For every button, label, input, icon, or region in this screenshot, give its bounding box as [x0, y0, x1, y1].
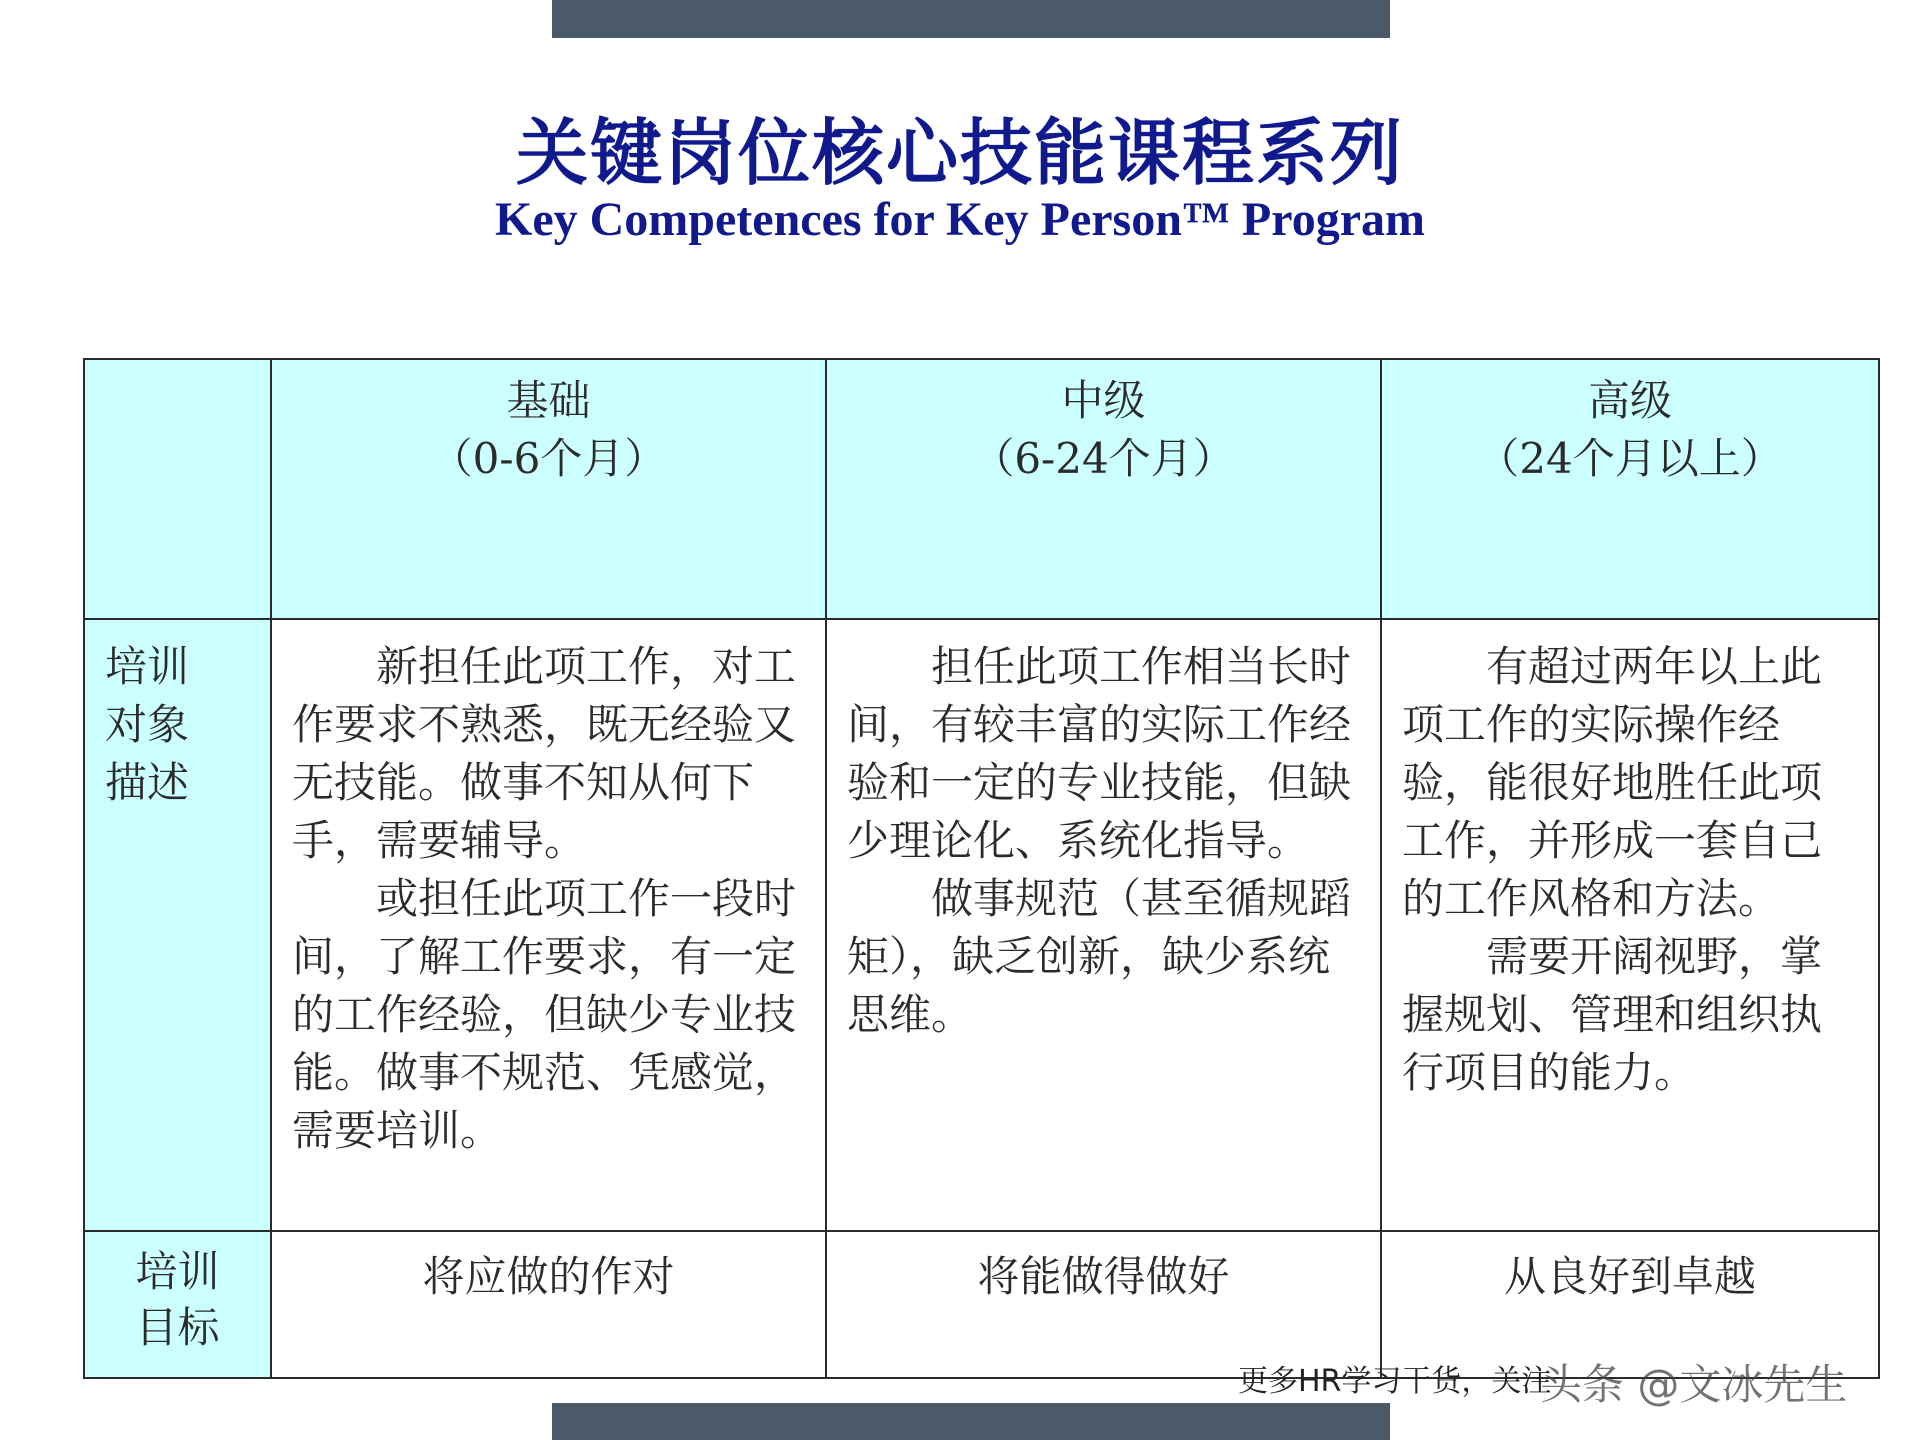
goal-cell-basic: 将应做的作对: [271, 1231, 826, 1378]
description-paragraph: 有超过两年以上此项工作的实际操作经验，能很好地胜任此项工作，并形成一套自己的工作风格和方法。: [1402, 642, 1823, 923]
top-decorative-bar: [552, 0, 1390, 38]
page-subtitle: Key Competences for Key Person™ Program: [495, 193, 1425, 246]
column-name: 中级: [1061, 376, 1146, 425]
description-cell-advanced: [1381, 619, 1879, 1231]
column-name: 高级: [1587, 376, 1672, 425]
goal-cell-intermediate: 将能做得做好: [826, 1231, 1381, 1378]
footer-note: 更多HR学习干货，关注: [1238, 1364, 1552, 1399]
column-range: （0-6个月）: [430, 434, 667, 483]
description-paragraph: 新担任此项工作，对工作要求不熟悉，既无经验又无技能。做事不知从何下手，需要辅导。: [292, 642, 797, 865]
description-paragraph: 或担任此项工作一段时间，了解工作要求，有一定的工作经验，但缺少专业技能。做事不规范、凭感觉，需要培训。: [292, 874, 797, 1155]
competence-table: [83, 358, 1880, 1379]
column-header-intermediate: [826, 359, 1381, 619]
page-title: 关键岗位核心技能课程系列: [515, 111, 1404, 195]
bottom-decorative-bar: [552, 1403, 1390, 1440]
table-row-description: [84, 619, 1879, 1231]
row-label-line: 对象: [105, 700, 190, 749]
goal-cell-advanced: 从良好到卓越: [1381, 1231, 1879, 1378]
source-watermark: 头条 @文冰先生: [1540, 1360, 1848, 1409]
row-label-line: 培训: [135, 1247, 220, 1296]
column-header-basic: [271, 359, 826, 619]
row-label-line: 培训: [105, 642, 190, 691]
description-cell-intermediate: [826, 619, 1381, 1231]
column-name: 基础: [506, 376, 591, 425]
description-paragraph: 需要开阔视野，掌握规划、管理和组织执行项目的能力。: [1402, 932, 1823, 1097]
column-range: （6-24个月）: [972, 434, 1235, 483]
description-paragraph: 担任此项工作相当长时间，有较丰富的实际工作经验和一定的专业技能，但缺少理论化、系统化指导。: [847, 642, 1352, 865]
column-header-advanced: [1381, 359, 1879, 619]
column-range: （24个月以上）: [1477, 434, 1783, 483]
corner-cell: [84, 359, 271, 619]
description-paragraph: 做事规范（甚至循规蹈矩），缺乏创新，缺少系统思维。: [847, 874, 1352, 1039]
row-header-description: [84, 619, 271, 1231]
row-header-goal: [84, 1231, 271, 1378]
description-cell-basic: [271, 619, 826, 1231]
table-header-row: [84, 359, 1879, 619]
row-label-line: 目标: [135, 1303, 220, 1352]
row-label-line: 描述: [105, 758, 190, 807]
